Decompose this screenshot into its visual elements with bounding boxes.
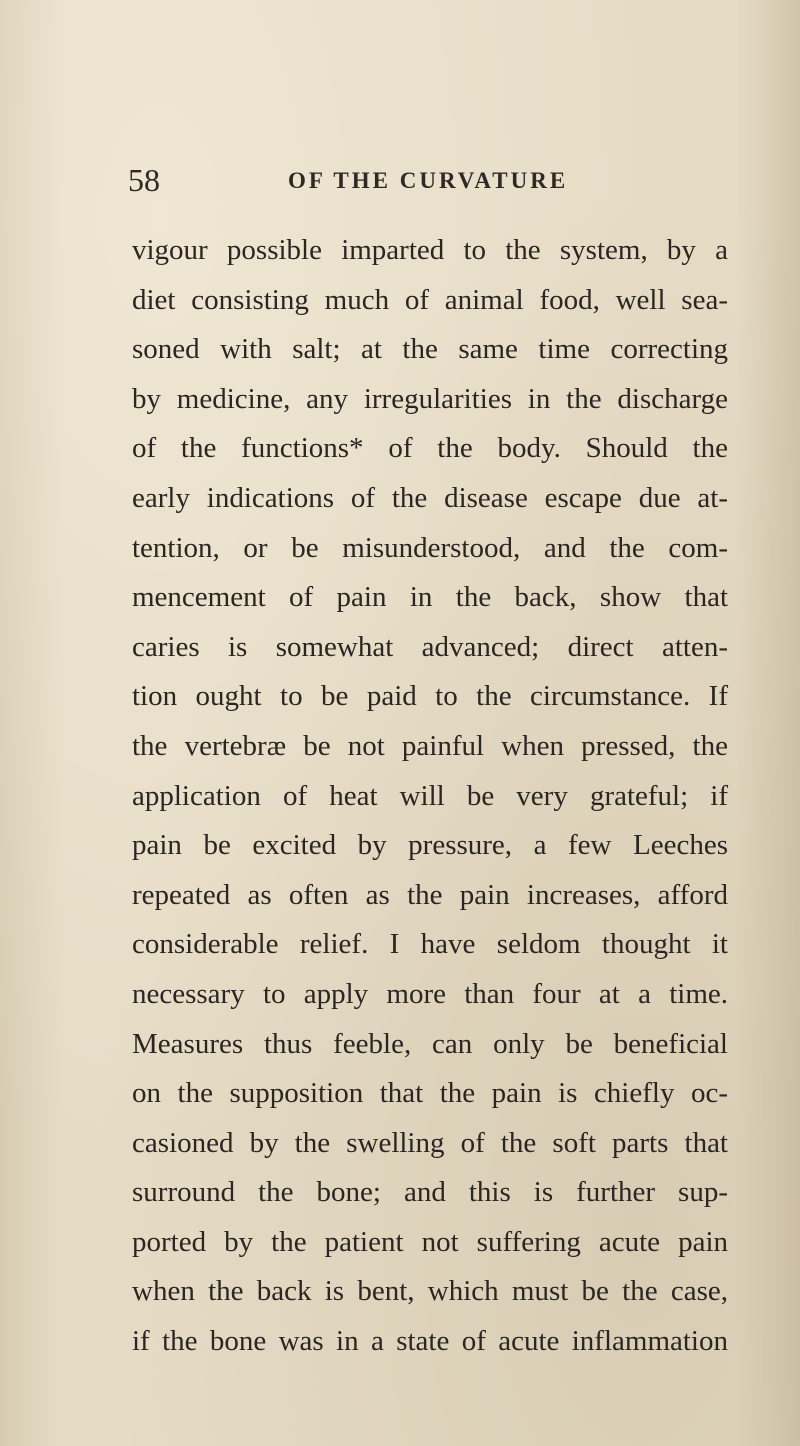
text-line: by medicine, any irregularities in the discharge [132, 382, 728, 415]
text-line: application of heat will be very grateful; if [132, 779, 728, 812]
running-head [128, 160, 728, 200]
text-line: casioned by the swelling of the soft parts that [132, 1126, 728, 1159]
text-line: necessary to apply more than four at a time. [132, 977, 728, 1010]
page-number: 58 [128, 162, 160, 198]
text-line: Measures thus feeble, can only be beneficial [132, 1027, 728, 1060]
text-line: soned with salt; at the same time correcting [132, 333, 728, 366]
text-line: considerable relief. I have seldom thought it [132, 928, 728, 961]
text-line: repeated as often as the pain increases, afford [132, 878, 728, 911]
text-line: if the bone was in a state of acute inflammation [132, 1325, 728, 1358]
text-line: of the functions* of the body. Should the [132, 432, 728, 465]
text-line: when the back is bent, which must be the case, [132, 1275, 728, 1308]
text-line: mencement of pain in the back, show that [132, 581, 728, 614]
text-line: early indications of the disease escape due at- [132, 481, 728, 514]
text-line: tion ought to be paid to the circumstance. If [132, 680, 728, 713]
text-line: diet consisting much of animal food, well sea- [132, 283, 728, 316]
text-line: on the supposition that the pain is chiefly oc- [132, 1077, 728, 1110]
body-text [132, 226, 728, 1367]
text-line: surround the bone; and this is further sup- [132, 1176, 728, 1209]
text-line: caries is somewhat advanced; direct atten- [132, 630, 728, 663]
text-line: ported by the patient not suffering acute pain [132, 1225, 728, 1258]
text-line: tention, or be misunderstood, and the com- [132, 531, 728, 564]
text-line: pain be excited by pressure, a few Leeches [132, 829, 728, 862]
text-line: the vertebræ be not painful when pressed, the [132, 729, 728, 762]
text-line: vigour possible imparted to the system, by a [132, 234, 728, 266]
running-title: OF THE CURVATURE [288, 168, 569, 193]
